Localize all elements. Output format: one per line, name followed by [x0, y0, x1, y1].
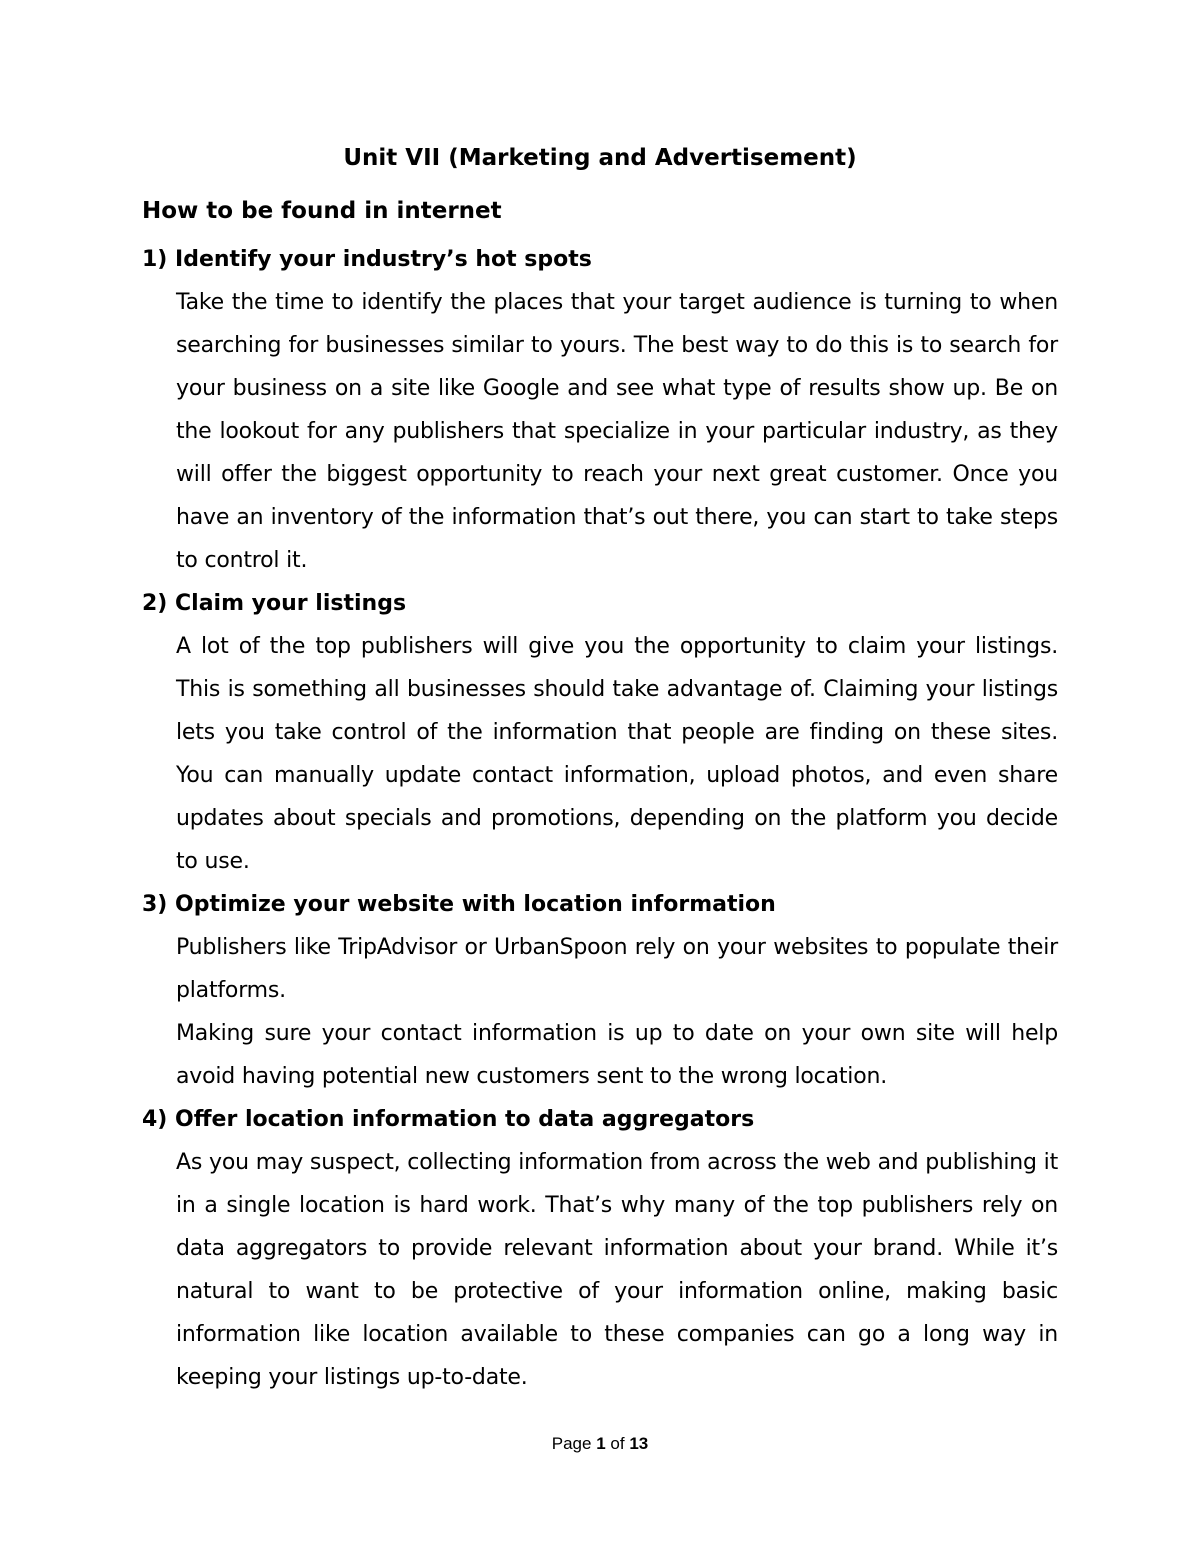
page-label: Page	[551, 1434, 592, 1453]
document-body	[142, 238, 1058, 1399]
section-heading: 4) Offer location information to data aggregators	[142, 1107, 755, 1132]
section-claim-listings	[142, 582, 1058, 883]
page-footer	[0, 1433, 1200, 1455]
page-number: 1	[596, 1434, 606, 1453]
section-paragraph: Making sure your contact information is up to date on your own site will help avoid having potential new customers sent to the wrong location.	[176, 1021, 1058, 1089]
section-paragraph: As you may suspect, collecting information from across the web and publishing it in a single location is hard work. That’s why many of the top publishers rely on data aggregators to provide relevant information about your brand. While it’s natural to want to be protective of your information online, making basic information like location available to these companies can go a long way in keeping your listings up-to-date.	[176, 1150, 1058, 1390]
section-paragraph: A lot of the top publishers will give you the opportunity to claim your listings. This is something all businesses should take advantage of. Claiming your listings lets you take control of the information that people are finding on these sites. You can manually update contact information, upload photos, and even share updates about specials and promotions, depending on the platform you decide to use.	[176, 634, 1058, 874]
document-subtitle: How to be found in internet	[142, 198, 502, 224]
section-data-aggregators	[142, 1098, 1058, 1399]
section-paragraph: Publishers like TripAdvisor or UrbanSpoon rely on your websites to populate their platforms.	[176, 935, 1058, 1003]
section-heading: 3) Optimize your website with location information	[142, 892, 776, 917]
section-optimize-website	[142, 883, 1058, 1098]
document-title: Unit VII (Marketing and Advertisement)	[343, 145, 857, 171]
total-pages: 13	[629, 1434, 649, 1453]
section-heading: 2) Claim your listings	[142, 591, 407, 616]
section-paragraph: Take the time to identify the places that your target audience is turning to when searching for businesses similar to yours. The best way to do this is to search for your business on a site like Google and see what type of results show up. Be on the lookout for any publishers that specialize in your particular industry, as they will offer the biggest opportunity to reach your next great customer. Once you have an inventory of the information that’s out there, you can start to take steps to control it.	[176, 290, 1058, 573]
section-heading: 1) Identify your industry’s hot spots	[142, 247, 592, 272]
of-label: of	[610, 1434, 625, 1453]
section-hot-spots	[142, 238, 1058, 582]
